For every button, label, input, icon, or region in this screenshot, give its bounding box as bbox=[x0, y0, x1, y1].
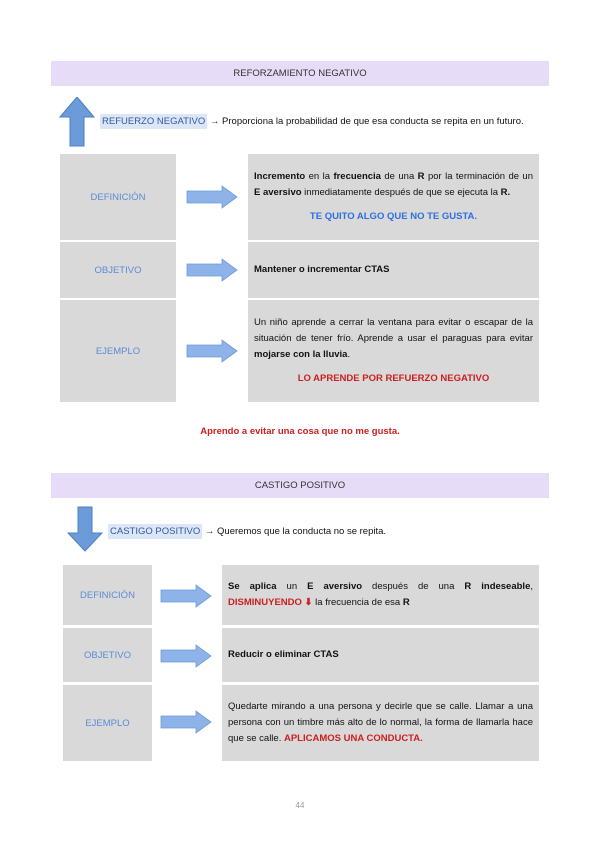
bold-text: E aversivo bbox=[307, 581, 363, 592]
arrow-down-icon bbox=[67, 506, 103, 552]
bold-text: frecuencia bbox=[333, 171, 381, 182]
label-text: EJEMPLO bbox=[85, 717, 130, 729]
text: de una bbox=[380, 171, 418, 182]
arrow-right-icon bbox=[186, 185, 238, 209]
text: después de una bbox=[362, 581, 465, 592]
text: por la terminación de un bbox=[424, 171, 533, 182]
label-ejemplo bbox=[63, 685, 152, 761]
page-number: 44 bbox=[295, 801, 305, 810]
intro-line bbox=[108, 526, 386, 537]
arrow-down-small-icon: ⬇ bbox=[301, 597, 313, 608]
text: Quedarte mirando a una persona y decirle que se calle. Llamar a una persona con un timbre más alto de lo normal, la forma de llamarla hace que se calle. bbox=[228, 701, 533, 744]
label-text: DEFINICIÓN bbox=[80, 589, 135, 601]
label-ejemplo bbox=[60, 300, 176, 402]
label-objetivo bbox=[63, 628, 152, 682]
arrow-right-icon bbox=[160, 710, 212, 734]
intro-line bbox=[100, 116, 524, 127]
bold-text: Incremento bbox=[254, 171, 306, 182]
arrow-up-icon bbox=[59, 97, 95, 147]
objective-text: Mantener o incrementar CTAS bbox=[254, 264, 390, 275]
label-objetivo bbox=[60, 242, 176, 298]
label-text: OBJETIVO bbox=[84, 649, 131, 661]
banner-title: REFORZAMIENTO NEGATIVO bbox=[233, 68, 367, 79]
content-definicion bbox=[248, 154, 539, 240]
caption-blue: TE QUITO ALGO QUE NO TE GUSTA. bbox=[309, 211, 478, 222]
text: un bbox=[276, 581, 308, 592]
intro-text: → Proporciona la probabilidad de que esa conducta se repita en un futuro. bbox=[207, 116, 524, 127]
bold-text: R indeseable bbox=[464, 581, 531, 592]
bold-text: E aversivo bbox=[254, 187, 302, 198]
bold-text: Se aplica bbox=[228, 581, 277, 592]
red-text: DISMINUYENDO bbox=[228, 597, 302, 608]
caption-red: LO APRENDE POR REFUERZO NEGATIVO bbox=[297, 373, 490, 384]
section-note: Aprendo a evitar una cosa que no me gusta. bbox=[200, 426, 400, 437]
label-definicion bbox=[63, 565, 152, 625]
text: inmediatamente después de que se ejecuta la bbox=[301, 187, 501, 198]
label-text: DEFINICIÓN bbox=[90, 191, 146, 203]
content-objetivo bbox=[248, 242, 539, 298]
content-objetivo bbox=[222, 628, 539, 682]
arrow-right-icon bbox=[186, 258, 238, 282]
arrow-right-icon bbox=[160, 584, 212, 608]
content-definicion bbox=[222, 565, 539, 625]
section-banner-reforzamiento bbox=[51, 61, 549, 86]
bold-text: R bbox=[402, 597, 410, 608]
text: Un niño aprende a cerrar la ventana para evitar o escapar de la situación de tener frío. Aprende a usar el paraguas para evitar bbox=[254, 317, 533, 344]
intro-term: REFUERZO NEGATIVO bbox=[102, 116, 206, 127]
intro-term: CASTIGO POSITIVO bbox=[110, 526, 201, 537]
label-definicion bbox=[60, 154, 176, 240]
arrow-right-icon bbox=[186, 339, 238, 363]
objective-text: Reducir o eliminar CTAS bbox=[228, 649, 339, 660]
content-ejemplo bbox=[222, 685, 539, 761]
section-banner-castigo bbox=[51, 473, 549, 498]
label-text: EJEMPLO bbox=[95, 345, 141, 357]
arrow-right-icon bbox=[160, 644, 212, 668]
bold-text: R bbox=[417, 171, 425, 182]
red-text: APLICAMOS UNA CONDUCTA. bbox=[283, 733, 423, 744]
label-text: OBJETIVO bbox=[94, 264, 142, 276]
text: , bbox=[530, 581, 533, 592]
content-ejemplo bbox=[248, 300, 539, 402]
bold-text: R. bbox=[500, 187, 511, 198]
text: la frecuencia de esa bbox=[312, 597, 403, 608]
bold-text: mojarse con la lluvia bbox=[254, 349, 348, 360]
text: . bbox=[347, 349, 351, 360]
text: en la bbox=[305, 171, 334, 182]
intro-text: → Queremos que la conducta no se repita. bbox=[202, 526, 387, 537]
banner-title: CASTIGO POSITIVO bbox=[254, 480, 346, 491]
